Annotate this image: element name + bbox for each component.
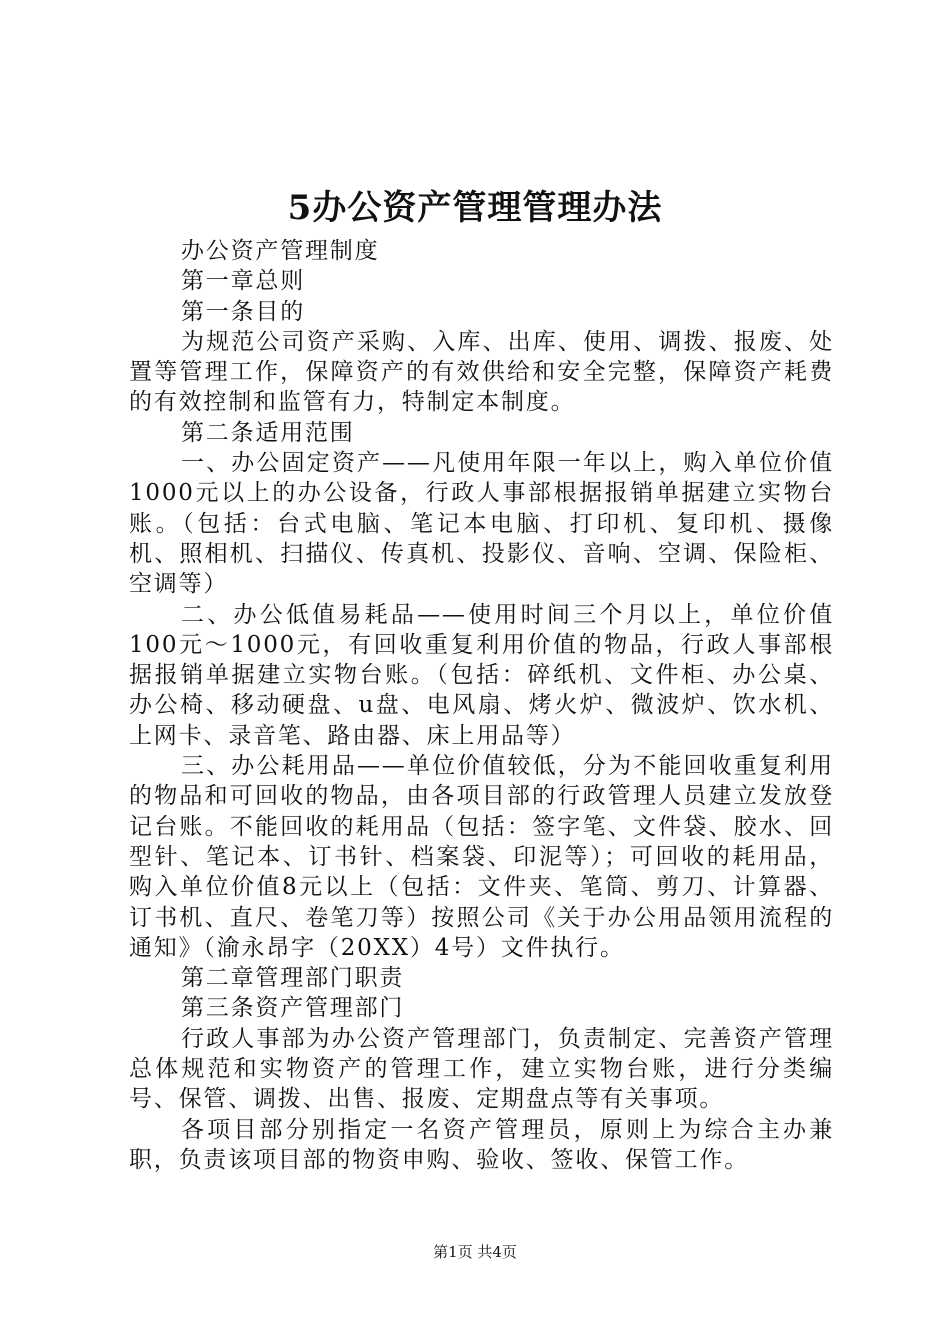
body-paragraph: 三、办公耗用品——单位价值较低，分为不能回收重复利用的物品和可回收的物品，由各项目部的行政管理人员建立发放登记台账。不能回收的耗用品（包括：签字笔、文件袋、胶水、回型针、笔记本、订书针、档案袋、印泥等）；可回收的耗用品，购入单位价值8元以上（包括：文件夹、笔筒、剪刀、计算器、订书机、直尺、卷笔刀等）按照公司《关于办公用品领用流程的通知》（渝永昂字（20XX）4号）文件执行。: [129, 753, 834, 961]
document-body: [129, 236, 834, 1175]
article-heading: 第一条目的: [181, 298, 305, 325]
body-paragraph: 各项目部分别指定一名资产管理员，原则上为综合主办兼职，负责该项目部的物资申购、验收、签收、保管工作。: [129, 1116, 834, 1173]
page-footer: 第1页 共4页: [433, 1243, 517, 1261]
chapter-heading: 第二章管理部门职责: [181, 965, 405, 992]
document-title: 5办公资产管理管理办法: [287, 188, 663, 228]
body-paragraph: 为规范公司资产采购、入库、出库、使用、调拨、报废、处置等管理工作，保障资产的有效供给和安全完整，保障资产耗费的有效控制和监管有力，特制定本制度。: [129, 328, 834, 416]
body-paragraph: 一、办公固定资产——凡使用年限一年以上，购入单位价值1000元以上的办公设备，行政人事部根据报销单据建立实物台账。（包括：台式电脑、笔记本电脑、打印机、复印机、摄像机、照相机、扫描仪、传真机、投影仪、音响、空调、保险柜、空调等）: [129, 450, 834, 598]
article-heading: 第二条适用范围: [181, 419, 355, 446]
paragraph-heading: 办公资产管理制度: [181, 238, 380, 264]
chapter-heading: 第一章总则: [181, 268, 305, 295]
body-paragraph: 二、办公低值易耗品——使用时间三个月以上，单位价值100元～1000元，有回收重复利用价值的物品，行政人事部根据报销单据建立实物台账。（包括：碎纸机、文件柜、办公桌、办公椅、移动硬盘、u盘、电风扇、烤火炉、微波炉、饮水机、上网卡、录音笔、路由器、床上用品等）: [129, 601, 834, 749]
article-heading: 第三条资产管理部门: [181, 995, 405, 1022]
body-paragraph: 行政人事部为办公资产管理部门，负责制定、完善资产管理总体规范和实物资产的管理工作，建立实物台账，进行分类编号、保管、调拨、出售、报废、定期盘点等有关事项。: [129, 1025, 834, 1113]
